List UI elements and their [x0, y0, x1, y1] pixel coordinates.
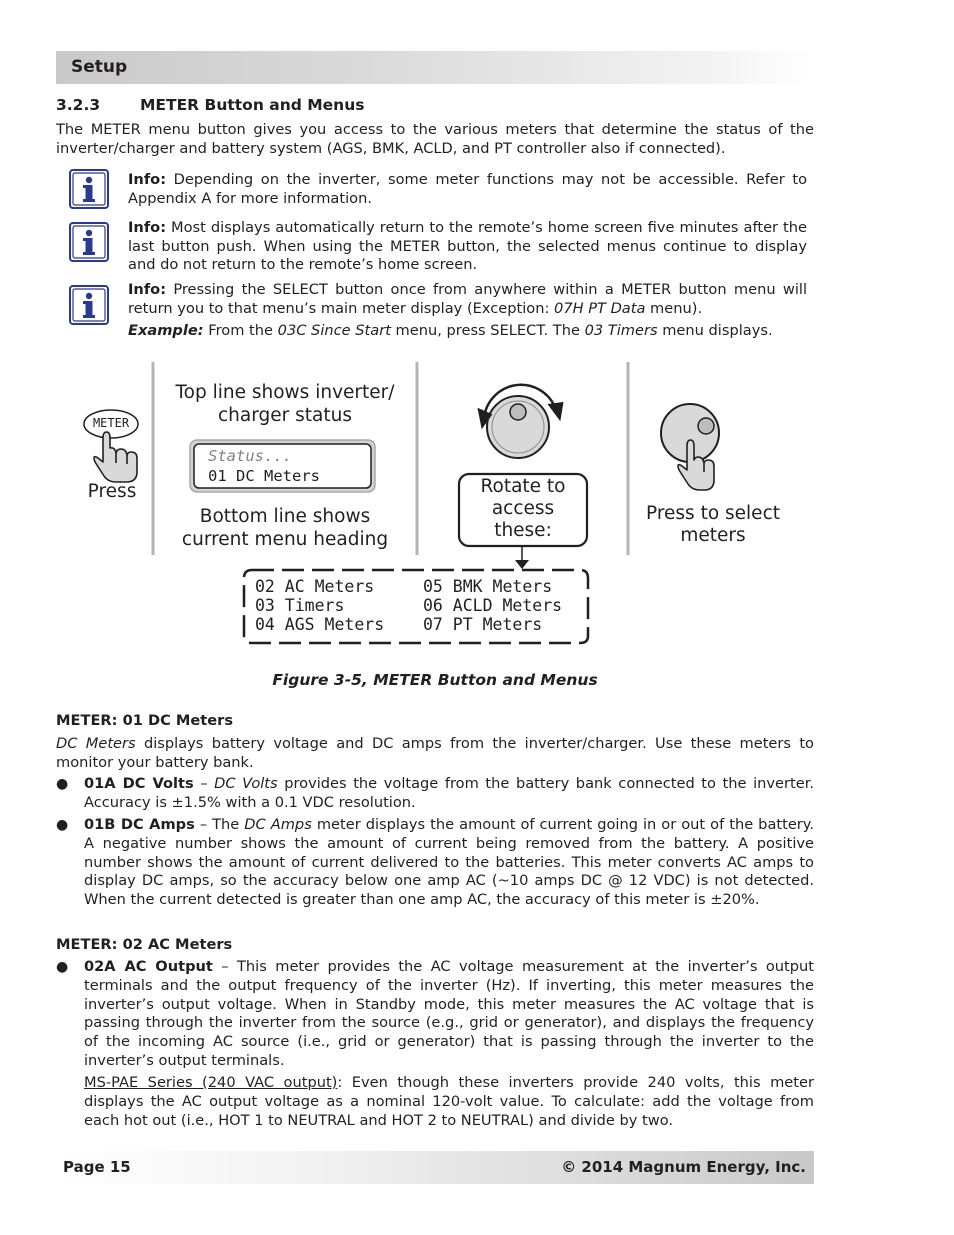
menu-item: 06 ACLD Meters	[423, 596, 563, 615]
hand-press-icon	[94, 432, 137, 482]
lcd-line-2: 01 DC Meters	[208, 467, 320, 485]
section-title: METER Button and Menus	[140, 96, 365, 114]
info-text: Most displays automatically return to the remote’s home screen five minutes after the last button push. When using the METER button, the selected menus continue to display and do not return to the remote’s home screen.	[128, 219, 807, 273]
figure-caption: Figure 3-5, METER Button and Menus	[272, 671, 598, 689]
top-line-caption: Top line shows inverter/ charger status	[175, 382, 395, 426]
bullet-dot: ●	[56, 959, 69, 975]
info-text: Depending on the inverter, some meter functions may not be accessible. Refer to Appendix A for more information.	[128, 171, 807, 207]
bullet-dot: ●	[56, 817, 69, 833]
copyright: © 2014 Magnum Energy, Inc.	[561, 1158, 806, 1176]
meter-button-label: METER	[92, 416, 130, 430]
info-label: Info:	[128, 219, 167, 236]
menu-item: 07 PT Meters	[423, 615, 543, 634]
menu-item: 05 BMK Meters	[423, 577, 553, 596]
press-select-caption: Press to select meters	[646, 503, 780, 546]
lcd-line-1: Status...	[208, 447, 292, 465]
press-label: Press	[87, 481, 137, 502]
dc-volts-item: 01A DC Volts – DC Volts provides the voltage from the battery bank connected to the inverter. Accuracy is ±1.5% with a 0.1 VDC resolution.	[84, 775, 815, 811]
dc-meters-heading: METER: 01 DC Meters	[56, 712, 234, 729]
dc-meters-intro: DC Meters displays battery voltage and DC amps from the inverter/charger. Use these meters to monitor your battery bank.	[56, 735, 814, 771]
menu-item: 03 Timers	[255, 596, 345, 615]
menu-list-left	[255, 577, 384, 634]
menu-item: 04 AGS Meters	[255, 615, 385, 634]
header-title: Setup	[71, 57, 128, 77]
info-example: Example: From the 03C Since Start menu, press SELECT. The 03 Timers menu displays.	[128, 322, 773, 339]
menu-list-right	[423, 577, 562, 634]
bottom-line-caption: Bottom line shows current menu heading	[181, 506, 389, 550]
info-label: Info:	[128, 171, 167, 188]
page-number: Page 15	[63, 1158, 131, 1176]
bullet-dot: ●	[56, 776, 69, 792]
menu-item: 02 AC Meters	[255, 577, 375, 596]
info-note-3: Info: Pressing the SELECT button once from anywhere within a METER button menu will return you to that menu’s main meter display (Exception: 07H PT Data menu).	[128, 281, 807, 317]
knob-icon	[487, 396, 549, 458]
section-number: 3.2.3	[56, 96, 101, 114]
rotate-caption: Rotate to access these:	[480, 476, 566, 541]
intro-paragraph: The METER menu button gives you access to the various meters that determine the status of the inverter/charger and battery system (AGS, BMK, ACLD, and PT controller also if connected).	[56, 121, 814, 157]
ac-meters-heading: METER: 02 AC Meters	[56, 936, 233, 953]
dc-amps-item: 01B DC Amps – The DC Amps meter displays the amount of current going in or out of the battery. A negative number shows the amount of current being removed from the battery. A positive number shows the amount of current delivered to the batteries. This meter converts AC amps to display DC amps, so the accuracy below one amp AC (~10 amps DC @ 12 VDC) is not detected. When the current detected is greater than one amp AC, the accuracy of this meter is ±20%.	[84, 816, 815, 909]
ms-pae-note: MS-PAE Series (240 VAC output): Even though these inverters provide 240 volts, this meter displays the AC output voltage as a nominal 120-volt value. To calculate: add the voltage from each hot out (i.e., HOT 1 to NEUTRAL and HOT 2 to NEUTRAL) and divide by two.	[84, 1074, 814, 1129]
info-label: Info:	[128, 281, 167, 298]
ac-output-item: 02A AC Output – This meter provides the AC voltage measurement at the inverter’s output terminals and the output frequency of the inverter (Hz). If inverting, this meter measures the inverter’s output voltage. When in Standby mode, this meter measures the AC voltage that is passing through the inverter from the source (e.g., grid or generator), and displays the frequency of the incoming AC source (i.e., grid or generator) that is passing through the inverter to the inverter’s output terminals.	[84, 958, 814, 1069]
